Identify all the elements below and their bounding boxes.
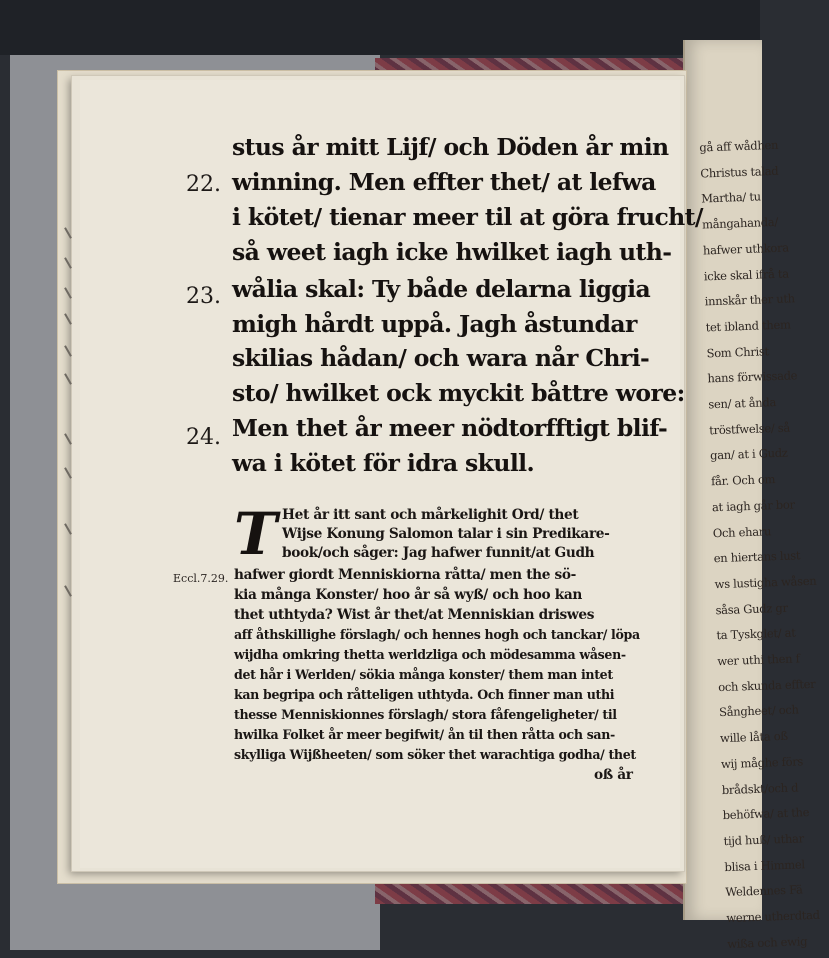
- facing-page-line: och skunda effter: [718, 676, 816, 694]
- facing-page-line: Weldennes Fä: [725, 882, 803, 900]
- facing-page-line: tet ibland them: [705, 317, 791, 335]
- text-line: Het år itt sant och mårkelighit Ord/ thet: [282, 507, 579, 523]
- text-line: winning. Men effter thet/ at lefwa: [232, 168, 656, 196]
- text-line: Wijse Konung Salomon talar i sin Predikare-: [282, 526, 610, 542]
- facing-page-line: brådskt/och d: [721, 780, 799, 797]
- facing-page-line: wille låta oß: [719, 728, 788, 746]
- facing-page-line: får. Och om: [710, 472, 776, 489]
- facing-page-line: Och eharu: [712, 523, 772, 540]
- text-line: wa i kötet för idra skull.: [232, 449, 535, 477]
- facing-page-line: Sångheet/ och: [718, 702, 799, 720]
- facing-page-line: såsa Gudz gr: [715, 600, 788, 617]
- facing-page-line: Christus talad: [700, 163, 779, 181]
- facing-page-line: at iagh går bor: [711, 497, 795, 515]
- facing-page-line: icke skal ifrå ta: [703, 265, 790, 283]
- text-line: det hår i Werlden/ sökia många konster/ them man intet: [234, 667, 613, 682]
- text-line: skilias hådan/ och wara når Chri-: [232, 344, 650, 372]
- facing-page-line: werne utherdtad: [726, 907, 820, 926]
- text-line: i kötet/ tienar meer til at göra frucht/: [232, 203, 703, 231]
- text-line: book/och såger: Jag hafwer funnit/at Gudh: [282, 545, 595, 561]
- verse-number: 24.: [186, 425, 221, 450]
- facing-page-line: wer uthi then f: [717, 651, 800, 669]
- text-line: skylliga Wijßheeten/ som söker thet warachtiga godha/ thet: [234, 747, 636, 762]
- facing-page-line: en hiertans lust: [713, 548, 801, 566]
- drop-cap: T: [234, 500, 278, 568]
- facing-page-line: Martha/ tu: [700, 189, 761, 206]
- facing-page-line: tröstfwelse/ så: [709, 420, 791, 438]
- margin-reference: Eccl.7.29.: [173, 572, 229, 585]
- text-line: sto/ hwilket ock myckit båttre wore:: [232, 379, 685, 407]
- facing-page-line: wij måghe förs: [720, 754, 804, 771]
- facing-page-line: innskår ther uth: [704, 291, 795, 309]
- facing-page-line: mångahanda/: [701, 214, 779, 232]
- text-line: hwilka Folket år meer begifwit/ ån til then råtta och san-: [234, 727, 615, 742]
- text-line: wijdha omkring thetta werldzliga och mödesamma wåsen-: [234, 647, 626, 662]
- text-line: hafwer giordt Menniskiorna råtta/ men the sö-: [234, 567, 577, 583]
- facing-page-line: behöfwa/ at the: [722, 805, 810, 823]
- facing-page-line: hans förwissade: [707, 368, 798, 386]
- facing-page-line: tijd huß/ uthar: [723, 831, 805, 849]
- text-line: wålia skal: Ty både delarna liggia: [232, 275, 651, 303]
- text-line: kia många Konster/ hoo år så wyß/ och hoo kan: [234, 587, 582, 603]
- text-line: kan begripa och råtteligen uthtyda. Och finner man uthi: [234, 687, 615, 702]
- catchword: oß år: [594, 767, 633, 783]
- text-line: migh hårdt uppå. Jagh åstundar: [232, 310, 637, 338]
- facing-page-line: gan/ at i Gudz: [709, 446, 788, 463]
- text-line: stus år mitt Lijf/ och Döden år min: [232, 133, 669, 161]
- facing-page-line: Som Christ: [706, 343, 770, 360]
- verse-number: 22.: [186, 172, 221, 197]
- facing-page-line: sen/ at ånda: [708, 395, 777, 412]
- facing-page-line: blisa i Himmel: [724, 856, 805, 874]
- facing-page-line: ws lustigha wåsen: [714, 573, 817, 592]
- facing-page-line: gå aff wådhen: [699, 137, 779, 155]
- facing-page-line: wißa och ewig: [726, 934, 808, 951]
- text-line: Men thet år meer nödtorfftigt blif-: [232, 414, 668, 442]
- text-line: thesse Menniskionnes förslagh/ stora fåfengeligheter/ til: [234, 707, 617, 722]
- text-line: aff åthskillighe förslagh/ och hennes hogh och tanckar/ löpa: [234, 627, 640, 642]
- verse-number: 23.: [186, 284, 221, 309]
- facing-page-line: hafwer uthkora: [702, 240, 790, 258]
- text-line: thet uthtyda? Wist år thet/at Menniskian driswes: [234, 607, 595, 623]
- text-line: så weet iagh icke hwilket iagh uth-: [232, 238, 672, 266]
- facing-page-line: ta Tyskglet/ at: [716, 625, 796, 643]
